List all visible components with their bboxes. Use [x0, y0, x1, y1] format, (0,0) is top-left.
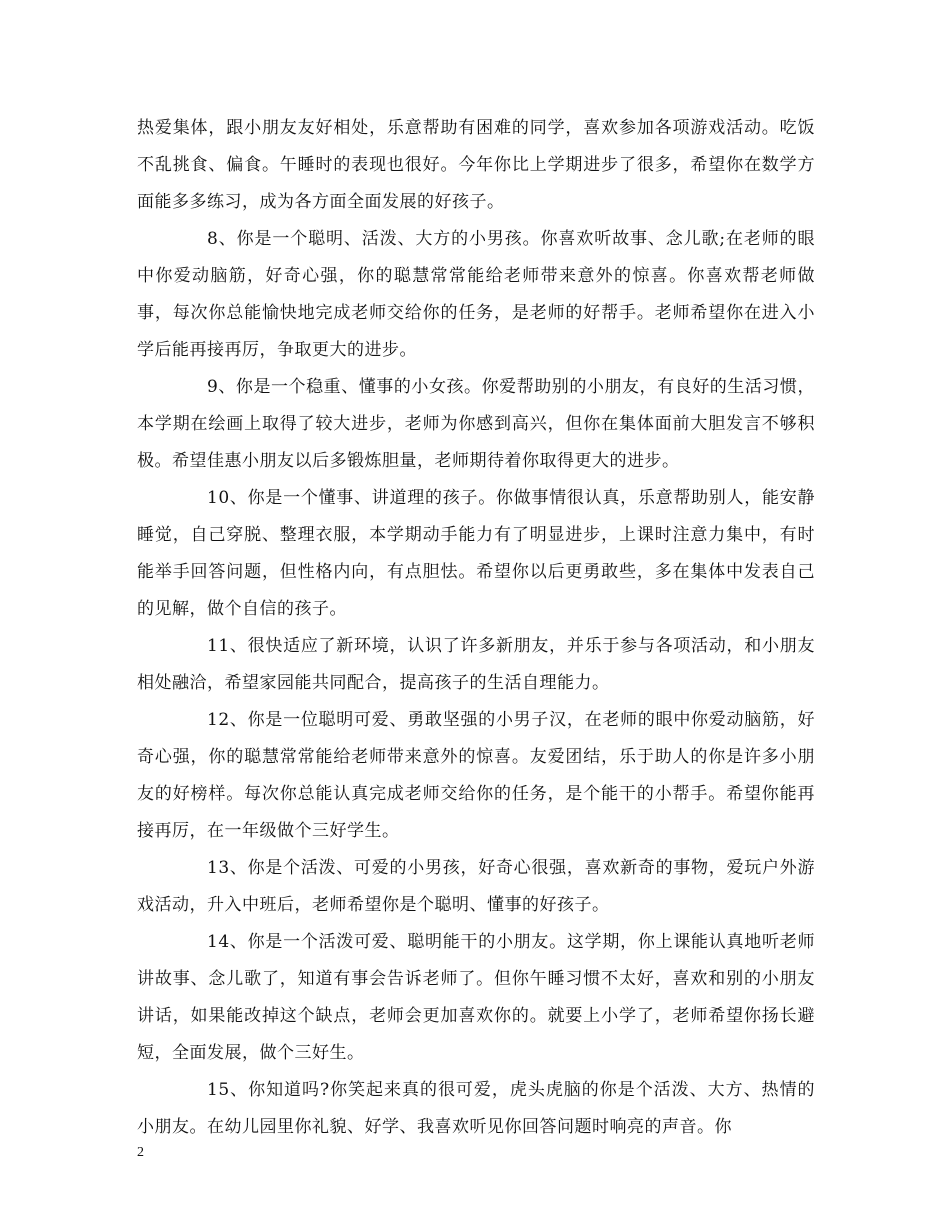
paragraph-item-11: 11、很快适应了新环境，认识了许多新朋友，并乐于参与各项活动，和小朋友相处融洽，希望家园能共同配合，提高孩子的生活自理能力。 [137, 636, 815, 693]
body-text [137, 110, 815, 1146]
paragraph-item-15: 15、你知道吗?你笑起来真的很可爱，虎头虎脑的你是个活泼、大方、热情的小朋友。在幼儿园里你礼貌、好学、我喜欢听见你回答问题时响亮的声音。你 [137, 1080, 815, 1137]
paragraph-item-12: 12、你是一位聪明可爱、勇敢坚强的小男子汉，在老师的眼中你爱动脑筋，好奇心强，你的聪慧常常能给老师带来意外的惊喜。友爱团结，乐于助人的你是许多小朋友的好榜样。每次你总能认真完成老师交给你的任务，是个能干的小帮手。希望你能再接再厉，在一年级做个三好学生。 [137, 710, 815, 841]
page-number: 2 [137, 1145, 144, 1160]
paragraph-item-9: 9、你是一个稳重、懂事的小女孩。你爱帮助别的小朋友，有良好的生活习惯，本学期在绘画上取得了较大进步，老师为你感到高兴，但你在集体面前大胆发言不够积极。希望佳惠小朋友以后多锻炼胆量，老师期待着你取得更大的进步。 [137, 377, 815, 471]
paragraph-item-13: 13、你是个活泼、可爱的小男孩，好奇心很强，喜欢新奇的事物，爱玩户外游戏活动，升入中班后，老师希望你是个聪明、懂事的好孩子。 [137, 858, 815, 915]
paragraph-item-10: 10、你是一个懂事、讲道理的孩子。你做事情很认真，乐意帮助别人，能安静睡觉，自己穿脱、整理衣服，本学期动手能力有了明显进步，上课时注意力集中，有时能举手回答问题，但性格内向，有点胆怯。希望你以后更勇敢些，多在集体中发表自己的见解，做个自信的孩子。 [137, 488, 815, 619]
paragraph-item-14: 14、你是一个活泼可爱、聪明能干的小朋友。这学期，你上课能认真地听老师讲故事、念儿歌了，知道有事会告诉老师了。但你午睡习惯不太好，喜欢和别的小朋友讲话，如果能改掉这个缺点，老师会更加喜欢你的。就要上小学了，老师希望你扬长避短，全面发展，做个三好生。 [137, 932, 815, 1063]
paragraph-item-8: 8、你是一个聪明、活泼、大方的小男孩。你喜欢听故事、念儿歌;在老师的眼中你爱动脑筋，好奇心强，你的聪慧常常能给老师带来意外的惊喜。你喜欢帮老师做事，每次你总能愉快地完成老师交给你的任务，是老师的好帮手。老师希望你在进入小学后能再接再厉，争取更大的进步。 [137, 229, 815, 360]
paragraph-continued: 热爱集体，跟小朋友友好相处，乐意帮助有困难的同学，喜欢参加各项游戏活动。吃饭不乱挑食、偏食。午睡时的表现也很好。今年你比上学期进步了很多，希望你在数学方面能多多练习，成为各方面全面发展的好孩子。 [137, 118, 815, 212]
